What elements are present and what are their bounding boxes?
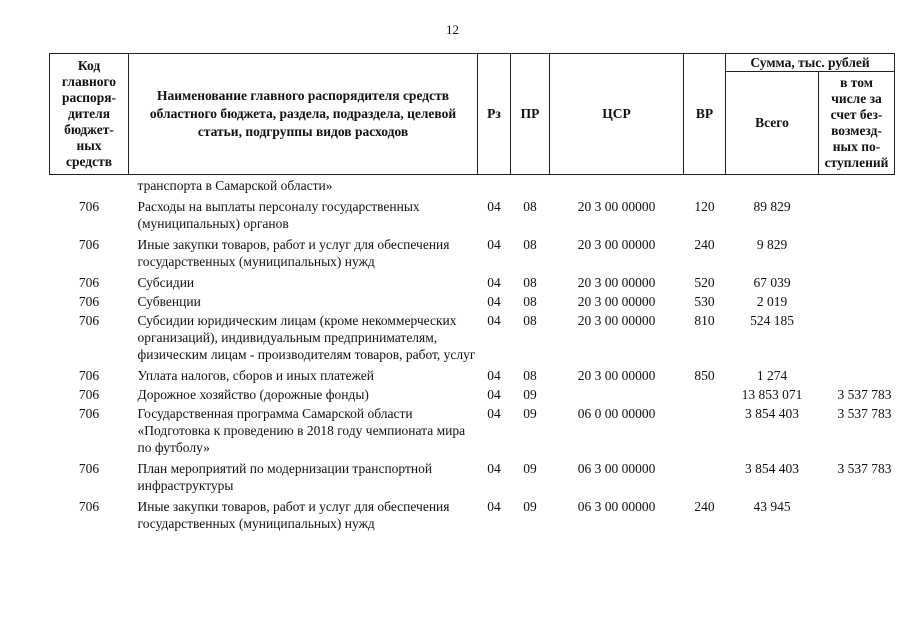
header-free: в том числе за счет без-возмезд-ных по-ступлений bbox=[819, 72, 895, 175]
row-free bbox=[819, 291, 895, 310]
row-csr bbox=[550, 384, 684, 403]
row-free bbox=[819, 272, 895, 291]
row-csr: 20 3 00 00000 bbox=[577, 368, 656, 383]
row-name: Уплата налогов, сборов и иных платежей bbox=[137, 368, 374, 383]
row-vr bbox=[684, 458, 726, 496]
row-code: 706 bbox=[78, 387, 100, 402]
row-name: Иные закупки товаров, работ и услуг для обеспечения государственных (муниципальных) нужд bbox=[137, 499, 450, 531]
row-total: 3 854 403 bbox=[745, 461, 799, 476]
row-code: 706 bbox=[78, 368, 100, 383]
row-name: транспорта в Самарской области» bbox=[137, 178, 333, 193]
table-row bbox=[50, 403, 895, 458]
row-name: План мероприятий по модернизации транспортной инфраструктуры bbox=[137, 461, 433, 493]
row-total: 13 853 071 bbox=[741, 387, 803, 402]
row-csr: 20 3 00 00000 bbox=[577, 199, 656, 214]
row-name: Субсидии bbox=[137, 275, 195, 290]
row-pr bbox=[511, 175, 550, 197]
table-row bbox=[50, 291, 895, 310]
table-row bbox=[50, 272, 895, 291]
row-code: 706 bbox=[78, 294, 100, 309]
row-rz bbox=[478, 175, 511, 197]
row-pr: 08 bbox=[523, 313, 537, 328]
header-sum: Сумма, тыс. рублей bbox=[726, 54, 895, 72]
table-row bbox=[50, 234, 895, 272]
row-csr: 20 3 00 00000 bbox=[577, 275, 656, 290]
row-total: 1 274 bbox=[756, 368, 788, 383]
row-free bbox=[819, 365, 895, 384]
row-code: 706 bbox=[78, 499, 100, 514]
row-free bbox=[819, 310, 895, 365]
row-csr: 20 3 00 00000 bbox=[577, 313, 656, 328]
row-free: 3 537 783 bbox=[837, 461, 892, 476]
row-name: Иные закупки товаров, работ и услуг для обеспечения государственных (муниципальных) нужд bbox=[137, 237, 450, 269]
row-name: Расходы на выплаты персоналу государственных (муниципальных) органов bbox=[137, 199, 420, 231]
row-vr bbox=[684, 175, 726, 197]
row-pr: 09 bbox=[523, 387, 537, 402]
table-body bbox=[50, 175, 895, 533]
row-vr: 810 bbox=[694, 313, 715, 328]
page-number: 12 bbox=[446, 22, 459, 37]
row-name: Дорожное хозяйство (дорожные фонды) bbox=[137, 387, 369, 402]
header-rz: Рз bbox=[478, 54, 511, 175]
row-pr: 08 bbox=[523, 275, 537, 290]
budget-table bbox=[49, 53, 895, 532]
table-row bbox=[50, 458, 895, 496]
row-total bbox=[726, 175, 819, 197]
row-pr: 08 bbox=[523, 199, 537, 214]
row-vr: 850 bbox=[694, 368, 715, 383]
row-csr: 20 3 00 00000 bbox=[577, 294, 656, 309]
table-header bbox=[50, 54, 895, 175]
table-row bbox=[50, 310, 895, 365]
row-total: 2 019 bbox=[756, 294, 788, 309]
row-csr: 06 3 00 00000 bbox=[577, 461, 656, 476]
row-rz: 04 bbox=[487, 368, 501, 383]
row-rz: 04 bbox=[487, 294, 501, 309]
row-rz: 04 bbox=[487, 499, 501, 514]
row-pr: 09 bbox=[523, 406, 537, 421]
row-code: 706 bbox=[78, 275, 100, 290]
row-vr: 240 bbox=[694, 499, 715, 514]
row-code: 706 bbox=[78, 237, 100, 252]
row-rz: 04 bbox=[487, 237, 501, 252]
row-name: Субвенции bbox=[137, 294, 201, 309]
row-total: 43 945 bbox=[753, 499, 791, 514]
row-free: 3 537 783 bbox=[837, 387, 892, 402]
row-vr: 120 bbox=[694, 199, 715, 214]
row-csr: 20 3 00 00000 bbox=[577, 237, 656, 252]
row-pr: 09 bbox=[523, 461, 537, 476]
table-row bbox=[50, 196, 895, 234]
row-rz: 04 bbox=[487, 313, 501, 328]
row-rz: 04 bbox=[487, 387, 501, 402]
header-name: Наименование главного распорядителя средств областного бюджета, раздела, подраздела, целевой статьи, подгруппы видов расходов bbox=[129, 54, 478, 175]
row-pr: 08 bbox=[523, 294, 537, 309]
row-total: 9 829 bbox=[756, 237, 788, 252]
row-free bbox=[819, 196, 895, 234]
header-vr: ВР bbox=[684, 54, 726, 175]
row-csr: 06 3 00 00000 bbox=[577, 499, 656, 514]
row-vr: 520 bbox=[694, 275, 715, 290]
table-row bbox=[50, 175, 895, 197]
row-free: 3 537 783 bbox=[837, 406, 892, 421]
header-pr: ПР bbox=[511, 54, 550, 175]
row-rz: 04 bbox=[487, 461, 501, 476]
row-total: 89 829 bbox=[753, 199, 791, 214]
row-code: 706 bbox=[78, 199, 100, 214]
row-rz: 04 bbox=[487, 199, 501, 214]
table-row bbox=[50, 365, 895, 384]
row-code: 706 bbox=[78, 461, 100, 476]
row-name: Государственная программа Самарской области «Подготовка к проведению в 2018 году чемпионата мира по футболу» bbox=[137, 406, 466, 455]
table-row bbox=[50, 496, 895, 532]
row-rz: 04 bbox=[487, 406, 501, 421]
row-total: 3 854 403 bbox=[745, 406, 799, 421]
row-vr: 240 bbox=[694, 237, 715, 252]
row-free bbox=[819, 496, 895, 532]
row-pr: 09 bbox=[523, 499, 537, 514]
header-csr: ЦСР bbox=[550, 54, 684, 175]
header-code: Код главного распоря-дителя бюджет-ных средств bbox=[50, 54, 129, 175]
row-code: 706 bbox=[78, 313, 100, 328]
row-pr: 08 bbox=[523, 368, 537, 383]
row-free bbox=[819, 175, 895, 197]
header-total: Всего bbox=[726, 72, 819, 175]
row-csr bbox=[550, 175, 684, 197]
row-name: Субсидии юридическим лицам (кроме некоммерческих организаций), индивидуальным предпринимателям, физическим лицам - производителям товаров, работ, услуг bbox=[137, 313, 476, 362]
table-row bbox=[50, 384, 895, 403]
row-total: 524 185 bbox=[750, 313, 794, 328]
row-code: 706 bbox=[78, 406, 100, 421]
row-pr: 08 bbox=[523, 237, 537, 252]
row-vr bbox=[684, 384, 726, 403]
row-vr: 530 bbox=[694, 294, 715, 309]
row-total: 67 039 bbox=[753, 275, 791, 290]
row-csr: 06 0 00 00000 bbox=[577, 406, 656, 421]
row-vr bbox=[684, 403, 726, 458]
row-rz: 04 bbox=[487, 275, 501, 290]
row-free bbox=[819, 234, 895, 272]
row-code bbox=[50, 175, 129, 197]
